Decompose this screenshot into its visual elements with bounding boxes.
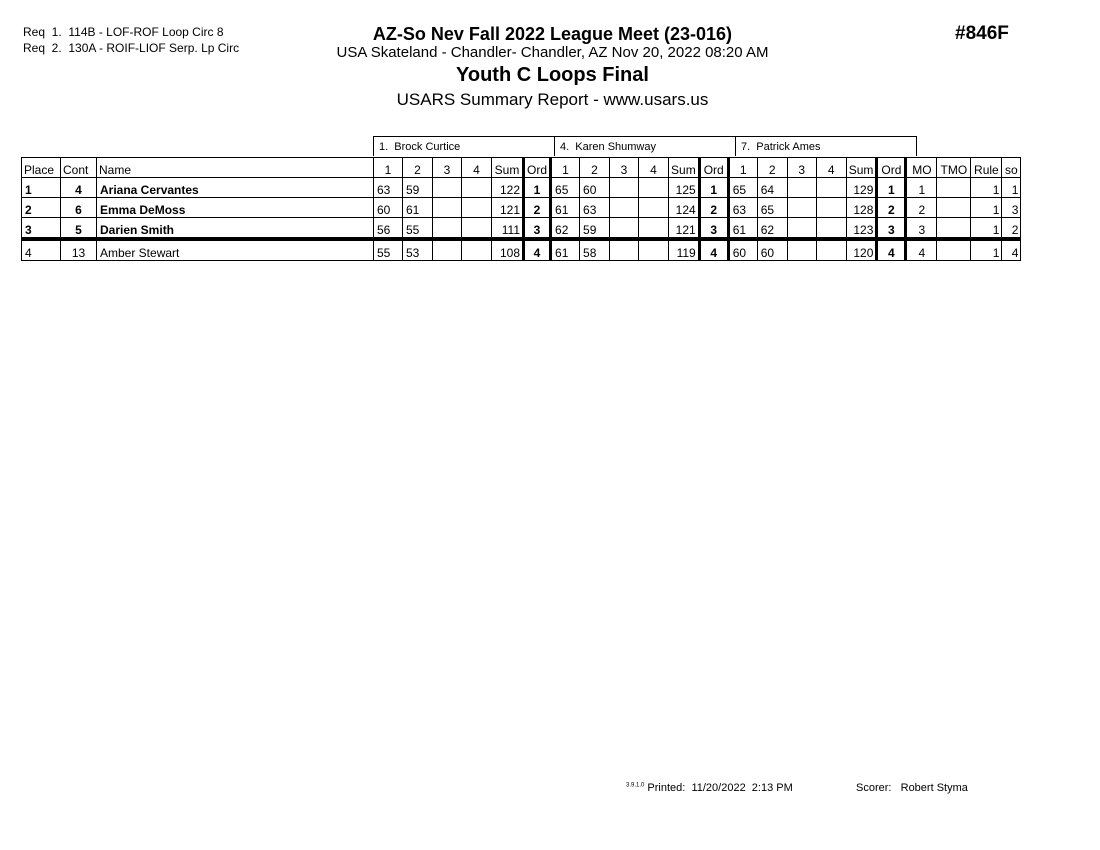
- sum-cell: 123: [846, 218, 877, 240]
- rule-cell: 1: [971, 178, 1002, 198]
- requirement-2: Req 2. 130A - ROIF-LIOF Serp. Lp Circ: [23, 41, 240, 55]
- score-cell: 62: [757, 218, 787, 240]
- ord-cell: 1: [699, 178, 728, 198]
- col-j3-3: 3: [787, 158, 816, 178]
- place-cell: 4: [22, 239, 61, 261]
- location-line: USA Skateland - Chandler- Chandler, AZ Nov 20, 2022 08:20 AM: [336, 44, 769, 61]
- score-cell: 56: [374, 218, 403, 240]
- score-cell: [816, 218, 846, 240]
- score-cell: [816, 239, 846, 261]
- score-cell: [787, 198, 816, 218]
- mo-cell: 2: [906, 198, 937, 218]
- score-cell: 65: [728, 178, 757, 198]
- col-j3-2: 2: [757, 158, 787, 178]
- score-cell: 61: [728, 218, 757, 240]
- score-cell: 60: [757, 239, 787, 261]
- meet-title: AZ-So Nev Fall 2022 League Meet (23-016): [372, 24, 733, 44]
- mo-cell: 3: [906, 218, 937, 240]
- col-j1-sum: Sum: [492, 158, 524, 178]
- score-cell: [787, 239, 816, 261]
- judge-4: 4. Karen Shumway: [555, 137, 736, 157]
- score-cell: [433, 218, 462, 240]
- sum-cell: 111: [492, 218, 524, 240]
- ord-cell: 4: [877, 239, 906, 261]
- score-cell: 63: [728, 198, 757, 218]
- tmo-cell: [937, 239, 971, 261]
- col-j1-1: 1: [374, 158, 403, 178]
- score-cell: 64: [757, 178, 787, 198]
- table-row: [22, 178, 1021, 198]
- cont-cell: 5: [61, 218, 97, 240]
- col-so: so: [1002, 158, 1021, 178]
- score-cell: 53: [403, 239, 433, 261]
- score-cell: 60: [374, 198, 403, 218]
- place-cell: 3: [22, 218, 61, 240]
- score-cell: [462, 198, 492, 218]
- score-cell: [433, 198, 462, 218]
- report-title: USARS Summary Report - www.usars.us: [396, 90, 709, 109]
- sum-cell: 108: [492, 239, 524, 261]
- mo-cell: 1: [906, 178, 937, 198]
- col-place: Place: [22, 158, 61, 178]
- score-cell: 65: [551, 178, 580, 198]
- mo-cell: 4: [906, 239, 937, 261]
- col-j3-sum: Sum: [846, 158, 877, 178]
- ord-cell: 3: [877, 218, 906, 240]
- sum-cell: 128: [846, 198, 877, 218]
- name-cell: Darien Smith: [97, 218, 374, 240]
- name-cell: Emma DeMoss: [97, 198, 374, 218]
- col-j2-1: 1: [551, 158, 580, 178]
- score-cell: 60: [580, 178, 610, 198]
- tmo-cell: [937, 198, 971, 218]
- so-cell: 4: [1002, 239, 1021, 261]
- score-cell: [433, 178, 462, 198]
- ord-cell: 1: [524, 178, 551, 198]
- col-j3-1: 1: [728, 158, 757, 178]
- score-cell: 60: [728, 239, 757, 261]
- score-cell: [610, 198, 639, 218]
- ord-cell: 2: [877, 198, 906, 218]
- table-row: [22, 239, 1021, 261]
- tmo-cell: [937, 218, 971, 240]
- sum-cell: 121: [492, 198, 524, 218]
- col-cont: Cont: [61, 158, 97, 178]
- score-cell: 63: [580, 198, 610, 218]
- sum-cell: 119: [669, 239, 700, 261]
- ord-cell: 3: [524, 218, 551, 240]
- score-cell: 59: [403, 178, 433, 198]
- score-cell: 61: [551, 198, 580, 218]
- score-cell: [462, 218, 492, 240]
- score-cell: [462, 239, 492, 261]
- score-cell: [639, 178, 669, 198]
- judge-1: 1. Brock Curtice: [374, 137, 555, 157]
- col-mo: MO: [906, 158, 937, 178]
- score-cell: [610, 239, 639, 261]
- so-cell: 1: [1002, 178, 1021, 198]
- ord-cell: 4: [699, 239, 728, 261]
- score-cell: [639, 198, 669, 218]
- rule-cell: 1: [971, 239, 1002, 261]
- col-j1-2: 2: [403, 158, 433, 178]
- col-j2-2: 2: [580, 158, 610, 178]
- table-header-row: [22, 158, 1021, 178]
- so-cell: 3: [1002, 198, 1021, 218]
- col-rule: Rule: [971, 158, 1002, 178]
- printed-timestamp: Printed: 11/20/2022 2:13 PM: [647, 782, 793, 794]
- rule-cell: 1: [971, 218, 1002, 240]
- score-cell: [787, 178, 816, 198]
- sum-cell: 121: [669, 218, 700, 240]
- score-cell: 65: [757, 198, 787, 218]
- score-cell: 59: [580, 218, 610, 240]
- col-j1-ord: Ord: [524, 158, 551, 178]
- score-cell: 58: [580, 239, 610, 261]
- place-cell: 1: [22, 178, 61, 198]
- score-cell: 55: [403, 218, 433, 240]
- score-cell: 63: [374, 178, 403, 198]
- col-name: Name: [97, 158, 374, 178]
- col-j2-4: 4: [639, 158, 669, 178]
- name-cell: Amber Stewart: [97, 239, 374, 261]
- rule-cell: 1: [971, 198, 1002, 218]
- sum-cell: 129: [846, 178, 877, 198]
- version-label: 3.9.1.0: [626, 782, 645, 789]
- event-title: Youth C Loops Final: [456, 64, 649, 86]
- judge-7: 7. Patrick Ames: [736, 137, 917, 157]
- score-cell: [639, 218, 669, 240]
- ord-cell: 2: [699, 198, 728, 218]
- col-j1-4: 4: [462, 158, 492, 178]
- event-number: #846F: [955, 23, 1009, 44]
- score-cell: 55: [374, 239, 403, 261]
- score-cell: 61: [551, 239, 580, 261]
- ord-cell: 3: [699, 218, 728, 240]
- tmo-cell: [937, 178, 971, 198]
- ord-cell: 4: [524, 239, 551, 261]
- score-cell: [816, 178, 846, 198]
- col-j2-3: 3: [610, 158, 639, 178]
- score-cell: [462, 178, 492, 198]
- ord-cell: 1: [877, 178, 906, 198]
- score-cell: [610, 178, 639, 198]
- sum-cell: 122: [492, 178, 524, 198]
- sum-cell: 120: [846, 239, 877, 261]
- col-j2-ord: Ord: [699, 158, 728, 178]
- table-row: [22, 198, 1021, 218]
- col-j3-ord: Ord: [877, 158, 906, 178]
- name-cell: Ariana Cervantes: [97, 178, 374, 198]
- ord-cell: 2: [524, 198, 551, 218]
- sum-cell: 125: [669, 178, 700, 198]
- cont-cell: 4: [61, 178, 97, 198]
- score-cell: 62: [551, 218, 580, 240]
- requirement-1: Req 1. 114B - LOF-ROF Loop Circ 8: [23, 25, 224, 39]
- score-cell: [433, 239, 462, 261]
- judges-header: [373, 136, 917, 156]
- col-j1-3: 3: [433, 158, 462, 178]
- cont-cell: 6: [61, 198, 97, 218]
- scorer-line: Scorer: Robert Styma: [856, 782, 968, 794]
- results-table: [21, 157, 1021, 261]
- place-cell: 2: [22, 198, 61, 218]
- col-j2-sum: Sum: [669, 158, 700, 178]
- table-row: [22, 218, 1021, 240]
- printed-line: [626, 782, 793, 794]
- cont-cell: 13: [61, 239, 97, 261]
- col-tmo: TMO: [937, 158, 971, 178]
- sum-cell: 124: [669, 198, 700, 218]
- col-j3-4: 4: [816, 158, 846, 178]
- score-cell: 61: [403, 198, 433, 218]
- so-cell: 2: [1002, 218, 1021, 240]
- score-cell: [787, 218, 816, 240]
- score-cell: [610, 218, 639, 240]
- score-cell: [816, 198, 846, 218]
- score-cell: [639, 239, 669, 261]
